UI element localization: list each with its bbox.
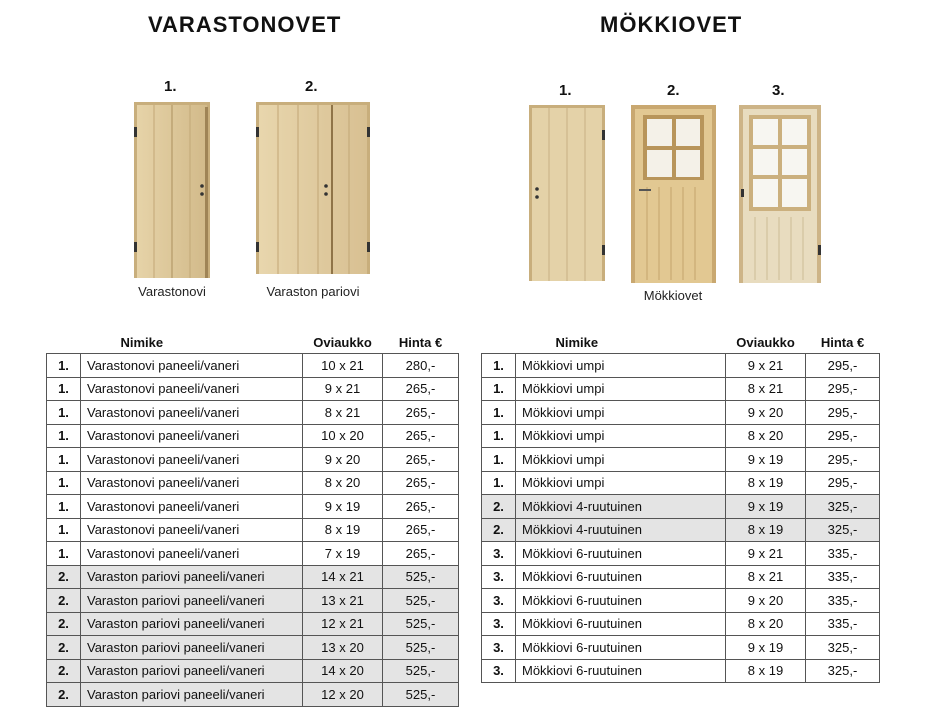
row-opening: 8 x 19	[303, 518, 383, 542]
row-opening: 14 x 21	[303, 565, 383, 589]
row-price: 265,-	[383, 401, 459, 425]
row-name: Varastonovi paneeli/vaneri	[81, 354, 303, 378]
row-opening: 9 x 19	[303, 495, 383, 519]
row-opening: 9 x 20	[726, 589, 806, 613]
row-price: 335,-	[806, 612, 880, 636]
row-number: 3.	[482, 589, 516, 613]
row-opening: 9 x 19	[726, 448, 806, 472]
row-name: Mökkiovi 6-ruutuinen	[516, 565, 726, 589]
row-price: 265,-	[383, 518, 459, 542]
row-name: Mökkiovi umpi	[516, 471, 726, 495]
row-name: Mökkiovi umpi	[516, 424, 726, 448]
table-row	[47, 636, 459, 660]
row-number: 3.	[482, 565, 516, 589]
table-row	[47, 659, 459, 683]
row-number: 1.	[47, 354, 81, 378]
row-opening: 13 x 21	[303, 589, 383, 613]
row-price: 325,-	[806, 518, 880, 542]
row-opening: 9 x 20	[303, 448, 383, 472]
row-name: Mökkiovi 6-ruutuinen	[516, 542, 726, 566]
row-number: 2.	[47, 612, 81, 636]
cabin-door-solid-image	[529, 105, 605, 281]
table-row	[47, 377, 459, 401]
row-price: 295,-	[806, 354, 880, 378]
row-opening: 12 x 20	[303, 683, 383, 707]
row-name: Mökkiovi umpi	[516, 354, 726, 378]
row-price: 335,-	[806, 565, 880, 589]
row-opening: 9 x 19	[726, 636, 806, 660]
row-opening: 8 x 19	[726, 471, 806, 495]
row-name: Varaston pariovi paneeli/vaneri	[81, 683, 303, 707]
row-opening: 10 x 21	[303, 354, 383, 378]
row-price: 525,-	[383, 589, 459, 613]
row-name: Mökkiovi 4-ruutuinen	[516, 518, 726, 542]
table-row	[47, 424, 459, 448]
row-price: 335,-	[806, 542, 880, 566]
row-number: 1.	[482, 424, 516, 448]
table-row	[47, 565, 459, 589]
row-number: 1.	[47, 518, 81, 542]
row-price: 525,-	[383, 683, 459, 707]
row-price: 335,-	[806, 589, 880, 613]
row-name: Mökkiovi umpi	[516, 448, 726, 472]
row-opening: 8 x 19	[726, 518, 806, 542]
table-row	[47, 495, 459, 519]
row-opening: 13 x 20	[303, 636, 383, 660]
column-header-price: Hinta €	[398, 334, 443, 350]
door-number: 2.	[667, 82, 680, 99]
row-number: 1.	[482, 401, 516, 425]
row-number: 1.	[47, 471, 81, 495]
table-row	[47, 448, 459, 472]
row-number: 2.	[47, 589, 81, 613]
row-number: 1.	[47, 448, 81, 472]
row-number: 1.	[47, 495, 81, 519]
row-opening: 8 x 20	[726, 612, 806, 636]
row-name: Mökkiovi umpi	[516, 401, 726, 425]
row-price: 280,-	[383, 354, 459, 378]
row-number: 1.	[482, 354, 516, 378]
table-row	[482, 565, 880, 589]
row-name: Varaston pariovi paneeli/vaneri	[81, 636, 303, 660]
row-name: Mökkiovi 6-ruutuinen	[516, 636, 726, 660]
row-name: Varastonovi paneeli/vaneri	[81, 401, 303, 425]
door-number: 1.	[559, 82, 572, 99]
storage-double-door-image	[256, 102, 370, 274]
row-number: 3.	[482, 542, 516, 566]
table-row	[47, 354, 459, 378]
cabin-doors-heading: MÖKKIOVET	[600, 12, 743, 37]
row-price: 525,-	[383, 659, 459, 683]
row-price: 295,-	[806, 471, 880, 495]
door-number: 2.	[305, 78, 318, 95]
row-opening: 8 x 20	[303, 471, 383, 495]
table-row	[47, 612, 459, 636]
row-name: Varaston pariovi paneeli/vaneri	[81, 589, 303, 613]
row-name: Varastonovi paneeli/vaneri	[81, 471, 303, 495]
door-number: 3.	[772, 82, 785, 99]
storage-doors-price-table	[46, 333, 459, 707]
row-name: Mökkiovi 6-ruutuinen	[516, 659, 726, 683]
row-opening: 9 x 19	[726, 495, 806, 519]
row-opening: 9 x 21	[303, 377, 383, 401]
row-name: Mökkiovi 4-ruutuinen	[516, 495, 726, 519]
row-price: 295,-	[806, 401, 880, 425]
row-opening: 8 x 21	[726, 565, 806, 589]
row-opening: 8 x 19	[726, 659, 806, 683]
row-opening: 7 x 19	[303, 542, 383, 566]
row-price: 265,-	[383, 542, 459, 566]
row-number: 3.	[482, 612, 516, 636]
table-row	[482, 589, 880, 613]
table-row	[482, 495, 880, 519]
row-name: Mökkiovi umpi	[516, 377, 726, 401]
row-number: 2.	[482, 518, 516, 542]
row-number: 1.	[47, 542, 81, 566]
row-price: 295,-	[806, 448, 880, 472]
row-number: 2.	[47, 565, 81, 589]
row-number: 3.	[482, 659, 516, 683]
table-row	[482, 354, 880, 378]
row-number: 2.	[47, 636, 81, 660]
row-number: 2.	[47, 659, 81, 683]
table-row	[482, 612, 880, 636]
row-price: 525,-	[383, 612, 459, 636]
row-number: 1.	[47, 401, 81, 425]
storage-doors-heading: VARASTONOVET	[148, 12, 342, 37]
row-name: Varastonovi paneeli/vaneri	[81, 448, 303, 472]
column-header-name: Nimike	[120, 334, 164, 350]
row-name: Varaston pariovi paneeli/vaneri	[81, 612, 303, 636]
row-opening: 10 x 20	[303, 424, 383, 448]
table-row	[482, 518, 880, 542]
table-row	[47, 683, 459, 707]
column-header-opening: Oviaukko	[736, 334, 795, 350]
table-row	[47, 471, 459, 495]
row-price: 325,-	[806, 659, 880, 683]
row-price: 265,-	[383, 424, 459, 448]
row-price: 265,-	[383, 377, 459, 401]
row-opening: 12 x 21	[303, 612, 383, 636]
table-row	[482, 377, 880, 401]
row-name: Mökkiovi 6-ruutuinen	[516, 612, 726, 636]
row-price: 295,-	[806, 424, 880, 448]
row-opening: 8 x 21	[726, 377, 806, 401]
storage-double-door-caption: Varaston pariovi	[266, 284, 360, 299]
table-row	[47, 401, 459, 425]
row-name: Varastonovi paneeli/vaneri	[81, 495, 303, 519]
row-price: 525,-	[383, 636, 459, 660]
row-name: Mökkiovi 6-ruutuinen	[516, 589, 726, 613]
row-number: 1.	[47, 424, 81, 448]
row-opening: 8 x 21	[303, 401, 383, 425]
row-name: Varaston pariovi paneeli/vaneri	[81, 659, 303, 683]
table-row	[482, 636, 880, 660]
storage-door-caption: Varastonovi	[138, 284, 206, 299]
column-header-opening: Oviaukko	[313, 334, 372, 350]
row-number: 2.	[47, 683, 81, 707]
table-row	[482, 659, 880, 683]
row-price: 265,-	[383, 495, 459, 519]
row-opening: 8 x 20	[726, 424, 806, 448]
row-opening: 9 x 20	[726, 401, 806, 425]
row-price: 525,-	[383, 565, 459, 589]
table-row	[47, 518, 459, 542]
row-name: Varastonovi paneeli/vaneri	[81, 518, 303, 542]
row-number: 2.	[482, 495, 516, 519]
row-price: 325,-	[806, 495, 880, 519]
row-price: 295,-	[806, 377, 880, 401]
table-row	[482, 401, 880, 425]
row-price: 325,-	[806, 636, 880, 660]
door-number: 1.	[164, 78, 177, 95]
row-name: Varastonovi paneeli/vaneri	[81, 377, 303, 401]
row-name: Varaston pariovi paneeli/vaneri	[81, 565, 303, 589]
table-row	[482, 542, 880, 566]
row-number: 1.	[482, 448, 516, 472]
row-name: Varastonovi paneeli/vaneri	[81, 424, 303, 448]
row-name: Varastonovi paneeli/vaneri	[81, 542, 303, 566]
column-header-name: Nimike	[555, 334, 599, 350]
table-row	[47, 589, 459, 613]
cabin-door-6-pane-image	[739, 105, 821, 283]
cabin-doors-caption: Mökkiovet	[643, 288, 703, 303]
row-number: 1.	[47, 377, 81, 401]
cabin-door-4-pane-image	[631, 105, 716, 283]
table-row	[482, 471, 880, 495]
row-number: 3.	[482, 636, 516, 660]
row-opening: 9 x 21	[726, 354, 806, 378]
row-opening: 14 x 20	[303, 659, 383, 683]
table-row	[482, 448, 880, 472]
row-price: 265,-	[383, 471, 459, 495]
table-row	[482, 424, 880, 448]
row-number: 1.	[482, 377, 516, 401]
column-header-price: Hinta €	[820, 334, 865, 350]
row-opening: 9 x 21	[726, 542, 806, 566]
row-number: 1.	[482, 471, 516, 495]
cabin-doors-price-table	[481, 333, 880, 683]
storage-door-image	[134, 102, 210, 278]
row-price: 265,-	[383, 448, 459, 472]
table-row	[47, 542, 459, 566]
